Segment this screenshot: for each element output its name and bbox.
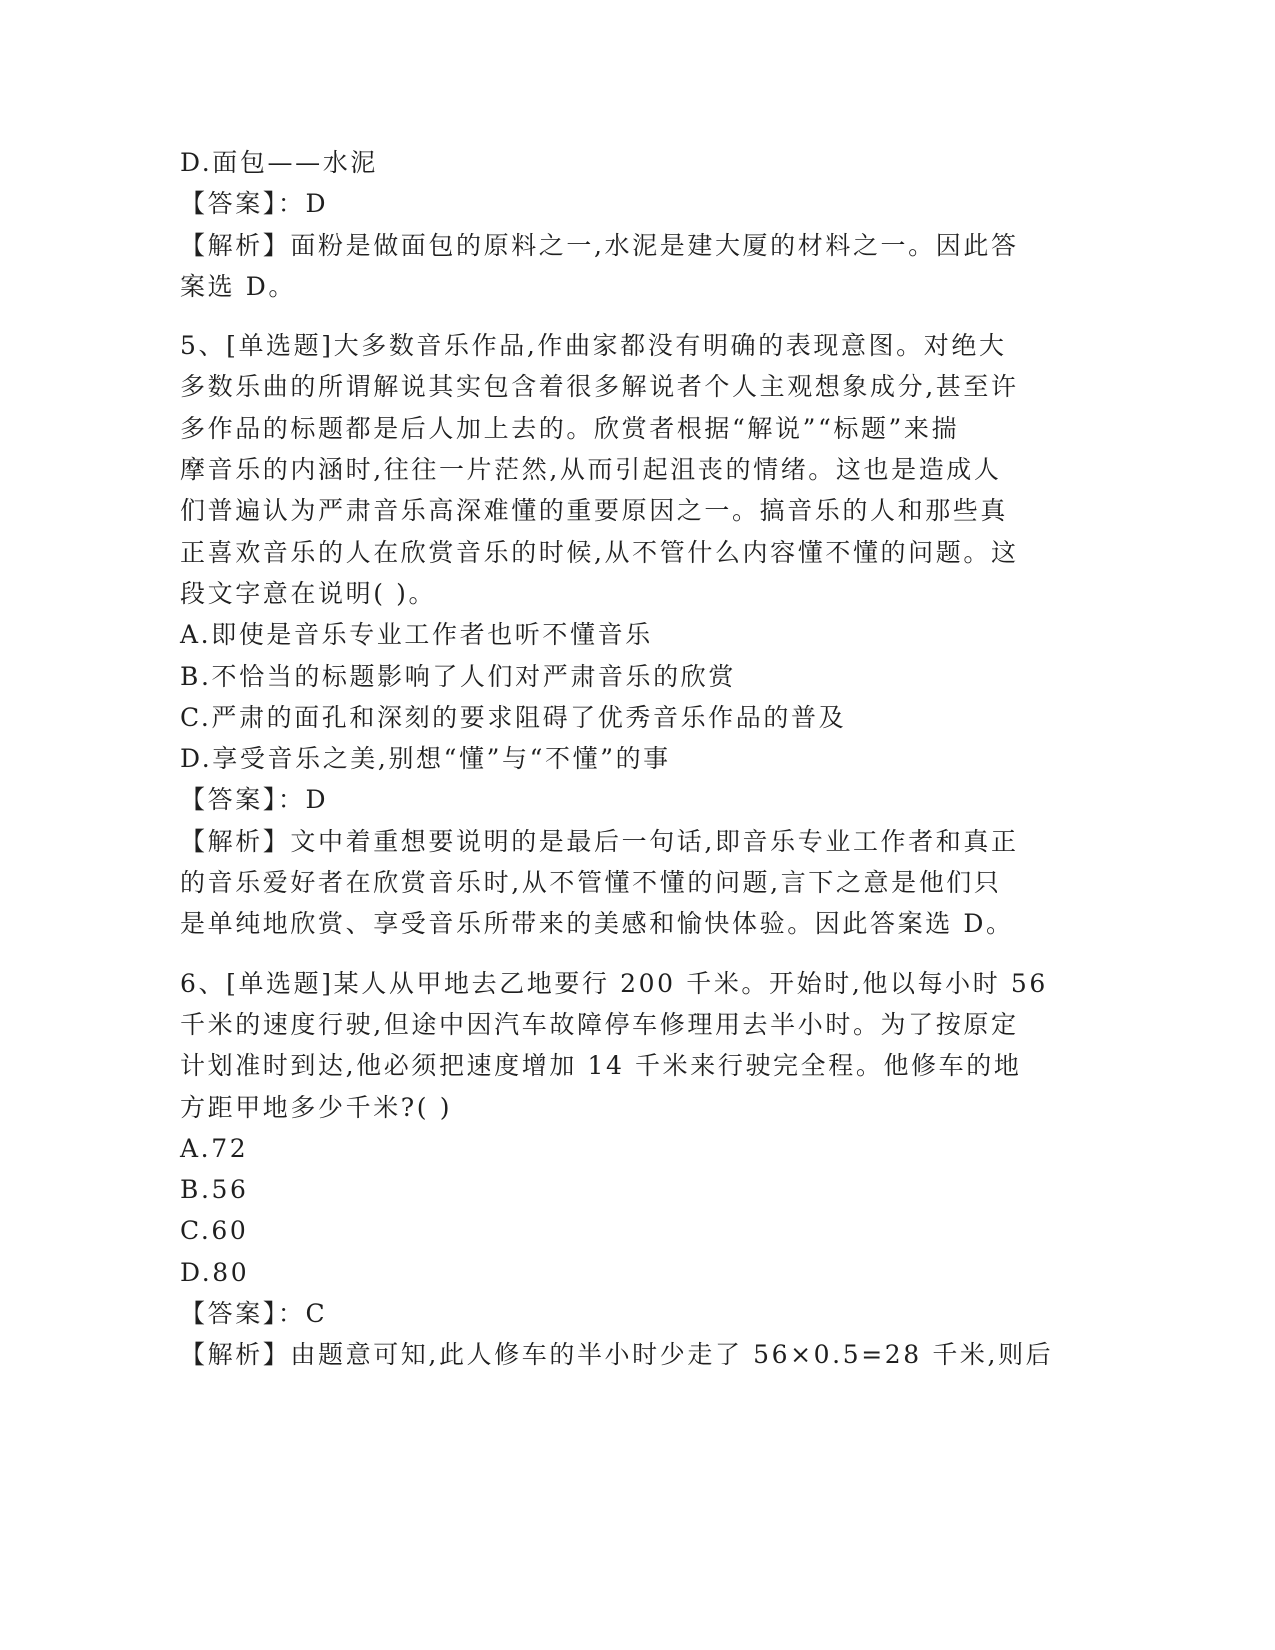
option-c: C.60 — [180, 1216, 249, 1246]
option-b: B.56 — [180, 1175, 249, 1205]
option-b: B.不恰当的标题影响了人们对严肃音乐的欣赏 — [180, 661, 736, 691]
option-a: A.即使是音乐专业工作者也听不懂音乐 — [180, 620, 653, 650]
question-stem-line: 多数乐曲的所谓解说其实包含着很多解说者个人主观想象成分,甚至许 — [180, 372, 1019, 402]
analysis-line: 案选 D。 — [180, 271, 296, 301]
question-stem-line: 6、[单选题]某人从甲地去乙地要行 200 千米。开始时,他以每小时 56 — [180, 968, 1048, 998]
option-c: C.严肃的面孔和深刻的要求阻碍了优秀音乐作品的普及 — [180, 702, 847, 732]
analysis-line: 【解析】文中着重想要说明的是最后一句话,即音乐专业工作者和真正 — [180, 826, 1019, 856]
question-stem-line: 正喜欢音乐的人在欣赏音乐的时候,从不管什么内容懂不懂的问题。这 — [180, 537, 1019, 567]
analysis-line: 是单纯地欣赏、享受音乐所带来的美感和愉快体验。因此答案选 D。 — [180, 909, 1014, 939]
question-stem-line: 千米的速度行驶,但途中因汽车故障停车修理用去半小时。为了按原定 — [180, 1009, 1019, 1039]
option-a: A.72 — [180, 1133, 249, 1163]
analysis-line: 【解析】由题意可知,此人修车的半小时少走了 56×0.5=28 千米,则后 — [180, 1340, 1054, 1370]
question-stem-line: 计划准时到达,他必须把速度增加 14 千米来行驶完全程。他修车的地 — [180, 1051, 1022, 1081]
analysis-line: 【解析】面粉是做面包的原料之一,水泥是建大厦的材料之一。因此答 — [180, 230, 1019, 260]
question-stem-line: 摩音乐的内涵时,往往一片茫然,从而引起沮丧的情绪。这也是造成人 — [180, 455, 1002, 485]
question-stem-line: 段文字意在说明( )。 — [180, 578, 437, 608]
analysis-line: 的音乐爱好者在欣赏音乐时,从不管懂不懂的问题,言下之意是他们只 — [180, 868, 1002, 898]
question-stem-line: 方距甲地多少千米?( ) — [180, 1092, 453, 1122]
question-6 — [180, 963, 1080, 1376]
document-page — [180, 142, 1080, 1376]
question-stem-line: 们普遍认为严肃音乐高深难懂的重要原因之一。搞音乐的人和那些真 — [180, 496, 1009, 526]
question-stem-line: 多作品的标题都是后人加上去的。欣赏者根据“解说”“标题”来揣 — [180, 413, 960, 443]
option-d: D.80 — [180, 1257, 250, 1287]
option-d: D.面包——水泥 — [180, 148, 378, 177]
question-5 — [180, 325, 1080, 944]
option-d: D.享受音乐之美,别想“懂”与“不懂”的事 — [180, 744, 671, 774]
previous-question-tail — [180, 142, 1080, 307]
answer-line: 【答案】：C — [180, 1299, 328, 1329]
answer-line: 【答案】：D — [180, 785, 329, 815]
answer-line: 【答案】：D — [180, 189, 329, 219]
question-stem-line: 5、[单选题]大多数音乐作品,作曲家都没有明确的表现意图。对绝大 — [180, 331, 1007, 361]
